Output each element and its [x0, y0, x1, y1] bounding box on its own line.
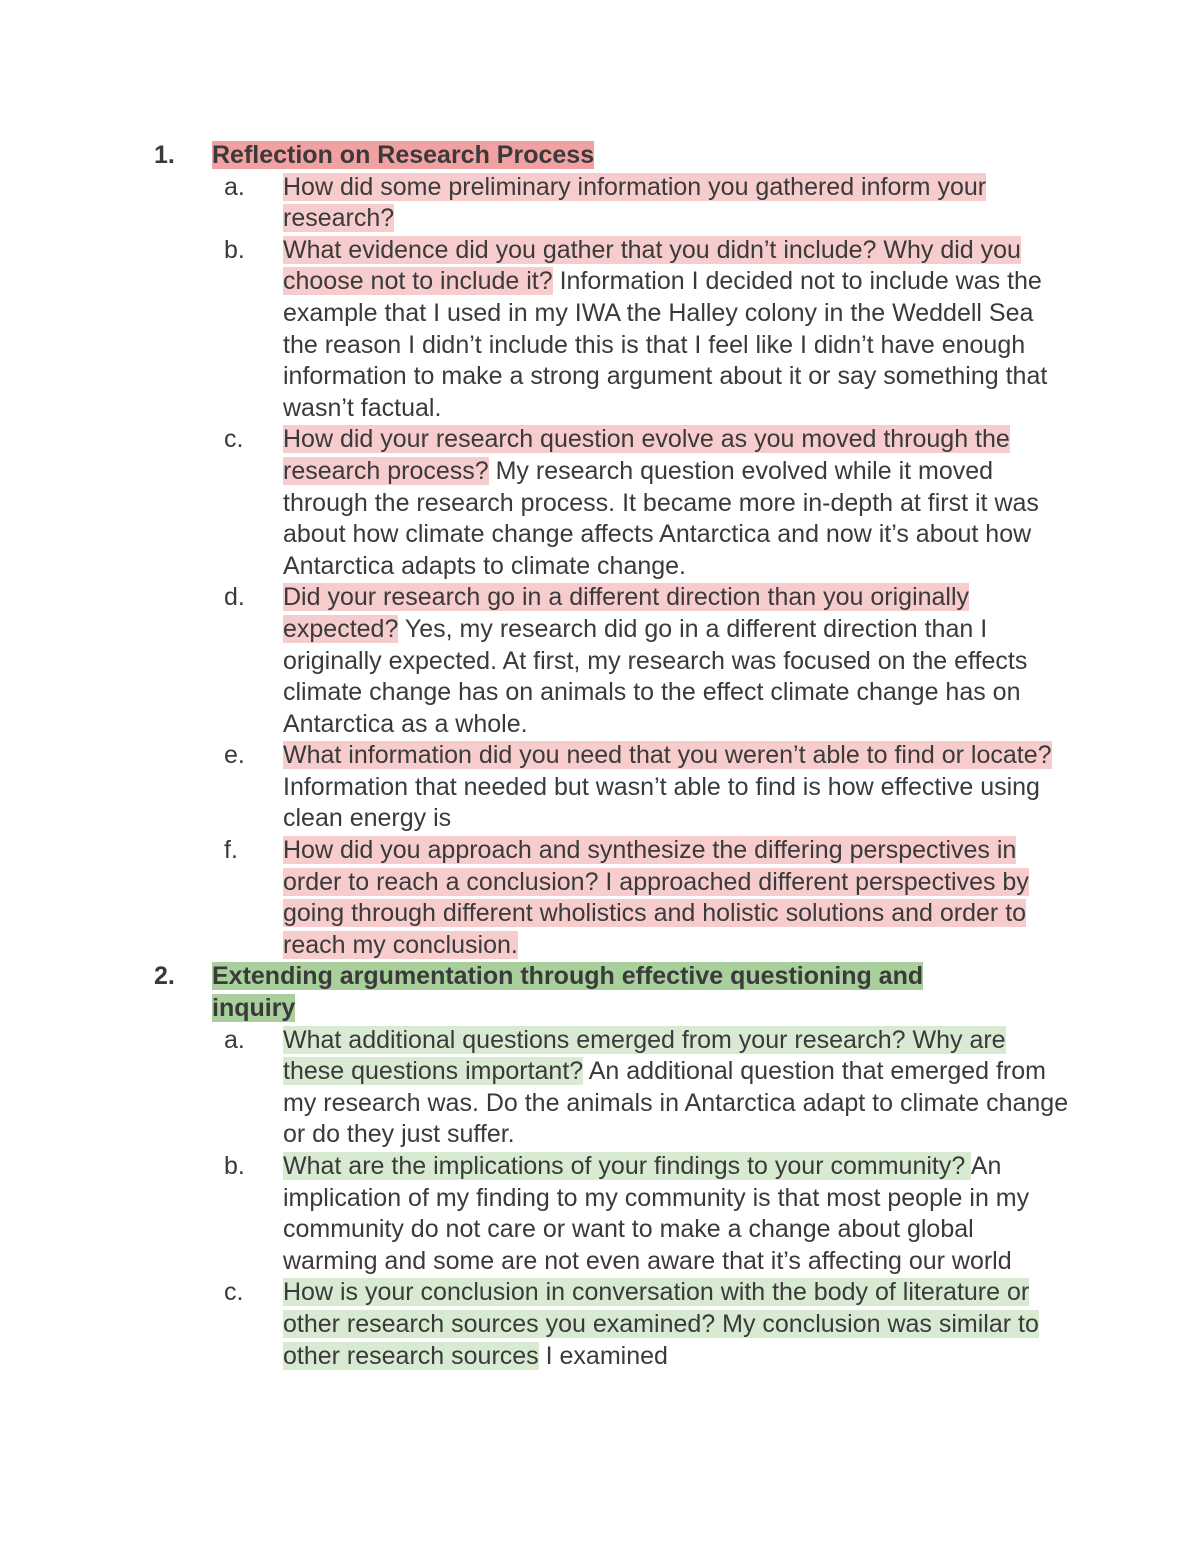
- list-item: [0, 740, 1200, 835]
- list-item: [0, 172, 1200, 235]
- item-letter: c.: [224, 425, 244, 454]
- item-text: [283, 582, 1073, 740]
- section-heading: [212, 961, 1012, 1024]
- heading-highlight: Reflection on Research Process: [212, 141, 595, 169]
- list-item: [0, 1277, 1200, 1372]
- item-letter: d.: [224, 583, 245, 612]
- item-question: How did you approach and synthesize the differing perspectives in order to reach a conclusion? I approached different perspectives by going through different wholistics and holistic solutions and order to reach my conclusion.: [283, 836, 1029, 959]
- heading-highlight: Extending argumentation through effective questioning and inquiry: [212, 962, 924, 1023]
- list-item: [0, 424, 1200, 582]
- item-question: What additional questions emerged from your research? Why are these questions important?: [283, 1025, 1006, 1086]
- item-question: What information did you need that you weren’t able to find or locate?: [283, 741, 1052, 770]
- item-answer: An additional question that emerged from my research was. Do the animals in Antarctica adapt to climate change or do they just suffer.: [283, 1057, 1069, 1149]
- list-item: [0, 1151, 1200, 1277]
- section-number: 1.: [154, 141, 175, 169]
- item-question: How is your conclusion in conversation with the body of literature or other research sources you examined? My conclusion was similar to other research sources: [283, 1278, 1039, 1370]
- item-answer: Yes, my research did go in a different direction than I originally expected. At first, my research was focused on the effects climate change has on animals to the effect climate change has on Antarctica as a whole.: [283, 614, 1028, 738]
- list-item: [0, 835, 1200, 961]
- item-answer: Information that needed but wasn’t able to find is how effective using clean energy is: [283, 772, 1040, 833]
- item-letter: c.: [224, 1278, 244, 1307]
- item-letter: e.: [224, 741, 245, 770]
- item-letter: b.: [224, 235, 245, 264]
- item-text: [283, 740, 1073, 835]
- item-letter: f.: [224, 836, 238, 865]
- item-answer: Information I decided not to include was the example that I used in my IWA the Halley colony in the Weddell Sea the reason I didn’t include this is that I feel like I didn’t have enough information to make a strong argument about it or say something that wasn’t factual.: [283, 267, 1048, 422]
- item-text: [283, 172, 1073, 235]
- section-argumentation: [0, 961, 1200, 1372]
- item-text: [283, 235, 1073, 425]
- section-reflection: [0, 140, 1200, 961]
- document-page: [0, 140, 1200, 1372]
- item-text: [283, 1151, 1073, 1277]
- item-text: [283, 424, 1073, 582]
- item-answer: An implication of my finding to my community is that most people in my community do not care or want to make a change about global warming and some are not even aware that it’s affecting our world: [283, 1152, 1030, 1275]
- item-answer: I examined: [538, 1341, 668, 1370]
- section-heading: [212, 140, 1012, 172]
- item-letter: a.: [224, 1025, 245, 1054]
- item-letter: b.: [224, 1152, 245, 1180]
- list-item: [0, 235, 1200, 425]
- item-text: [283, 1277, 1073, 1372]
- item-text: [283, 835, 1073, 961]
- list-item: [0, 1025, 1200, 1151]
- section-number: 2.: [154, 962, 175, 991]
- item-question: Did your research go in a different direction than you originally expected?: [283, 583, 970, 643]
- item-letter: a.: [224, 172, 245, 201]
- item-text: [283, 1025, 1073, 1151]
- item-answer: My research question evolved while it moved through the research process. It became more in-depth at first it was about how climate change affects Antarctica and now it’s about how Antarctica adapts to climate change.: [283, 456, 1039, 580]
- item-question: What evidence did you gather that you didn’t include? Why did you choose not to include it?: [283, 235, 1021, 296]
- item-question: How did some preliminary information you gathered inform your research?: [283, 172, 987, 233]
- item-question: What are the implications of your findings to your community?: [283, 1152, 971, 1180]
- item-question: How did your research question evolve as you moved through the research process?: [283, 425, 1010, 485]
- list-item: [0, 582, 1200, 740]
